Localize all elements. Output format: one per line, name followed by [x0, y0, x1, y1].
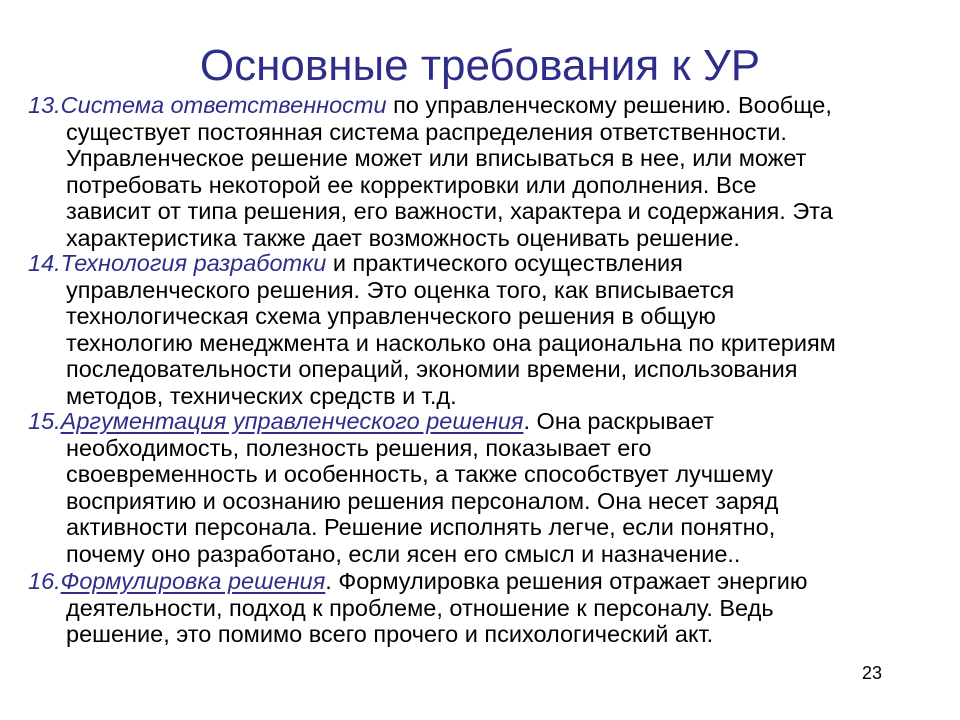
item-line: деятельности, подход к проблеме, отношение к персоналу. Ведь: [66, 594, 774, 621]
item-line: существует постоянная система распределения ответственности.: [66, 118, 787, 145]
item-line: почему оно разработано, если ясен его смысл и назначение..: [66, 540, 741, 567]
item-lead-term: Технология разработки: [60, 250, 327, 276]
item-first-line-text: . Она раскрывает: [523, 408, 714, 434]
item-line: технологическая схема управленческого решения в общую: [66, 303, 716, 329]
list-item-15: [28, 408, 943, 567]
item-line: необходимость, полезность решения, показывает его: [66, 434, 652, 461]
item-line: активности персонала. Решение исполнять легче, если понятно,: [66, 514, 776, 540]
item-line: характеристика также дает возможность оценивать решение.: [66, 224, 740, 251]
item-line: последовательности операций, экономии времени, использования: [66, 356, 798, 382]
item-line: потребовать некоторой ее корректировки или дополнения. Все: [66, 171, 757, 198]
item-line: методов, технических средств и т.д.: [66, 382, 457, 409]
item-line: восприятию и осознанию решения персоналом. Она несет заряд: [66, 487, 779, 514]
item-number: 14.: [28, 250, 61, 276]
list-item-16: [28, 568, 943, 648]
page-number: 23: [862, 663, 883, 683]
item-first-line: [28, 92, 943, 119]
item-first-line: [28, 568, 943, 595]
slide-title: Основные требования к УР: [199, 41, 761, 90]
item-line: своевременность и особенность, а также способствует лучшему: [66, 461, 774, 487]
item-line: решение, это помимо всего прочего и психологический акт.: [66, 621, 714, 647]
item-number: 15.: [28, 408, 61, 434]
item-line: Управленческое решение может или вписываться в нее, или может: [66, 145, 807, 171]
item-first-line-text: и практического осуществления: [326, 250, 683, 276]
list-item-13: [28, 92, 943, 251]
item-number: 13.: [28, 92, 61, 118]
item-number: 16.: [28, 568, 61, 594]
item-line: управленческого решения. Это оценка того, как вписывается: [66, 276, 735, 303]
item-lead-term: Формулировка решения: [60, 568, 326, 594]
item-first-line: [28, 250, 943, 277]
item-lead-term: Аргументация управленческого решения: [60, 408, 524, 434]
item-line: зависит от типа решения, его важности, характера и содержания. Эта: [66, 198, 833, 224]
item-line: технологию менеджмента и насколько она рациональна по критериям: [66, 329, 836, 356]
list-item-14: [28, 250, 943, 409]
item-first-line-text: по управленческому решению. Вообще,: [386, 92, 832, 118]
item-first-line-text: . Формулировка решения отражает энергию: [325, 568, 808, 594]
item-lead-term: Система ответственности: [60, 92, 387, 118]
item-first-line: [28, 408, 943, 435]
